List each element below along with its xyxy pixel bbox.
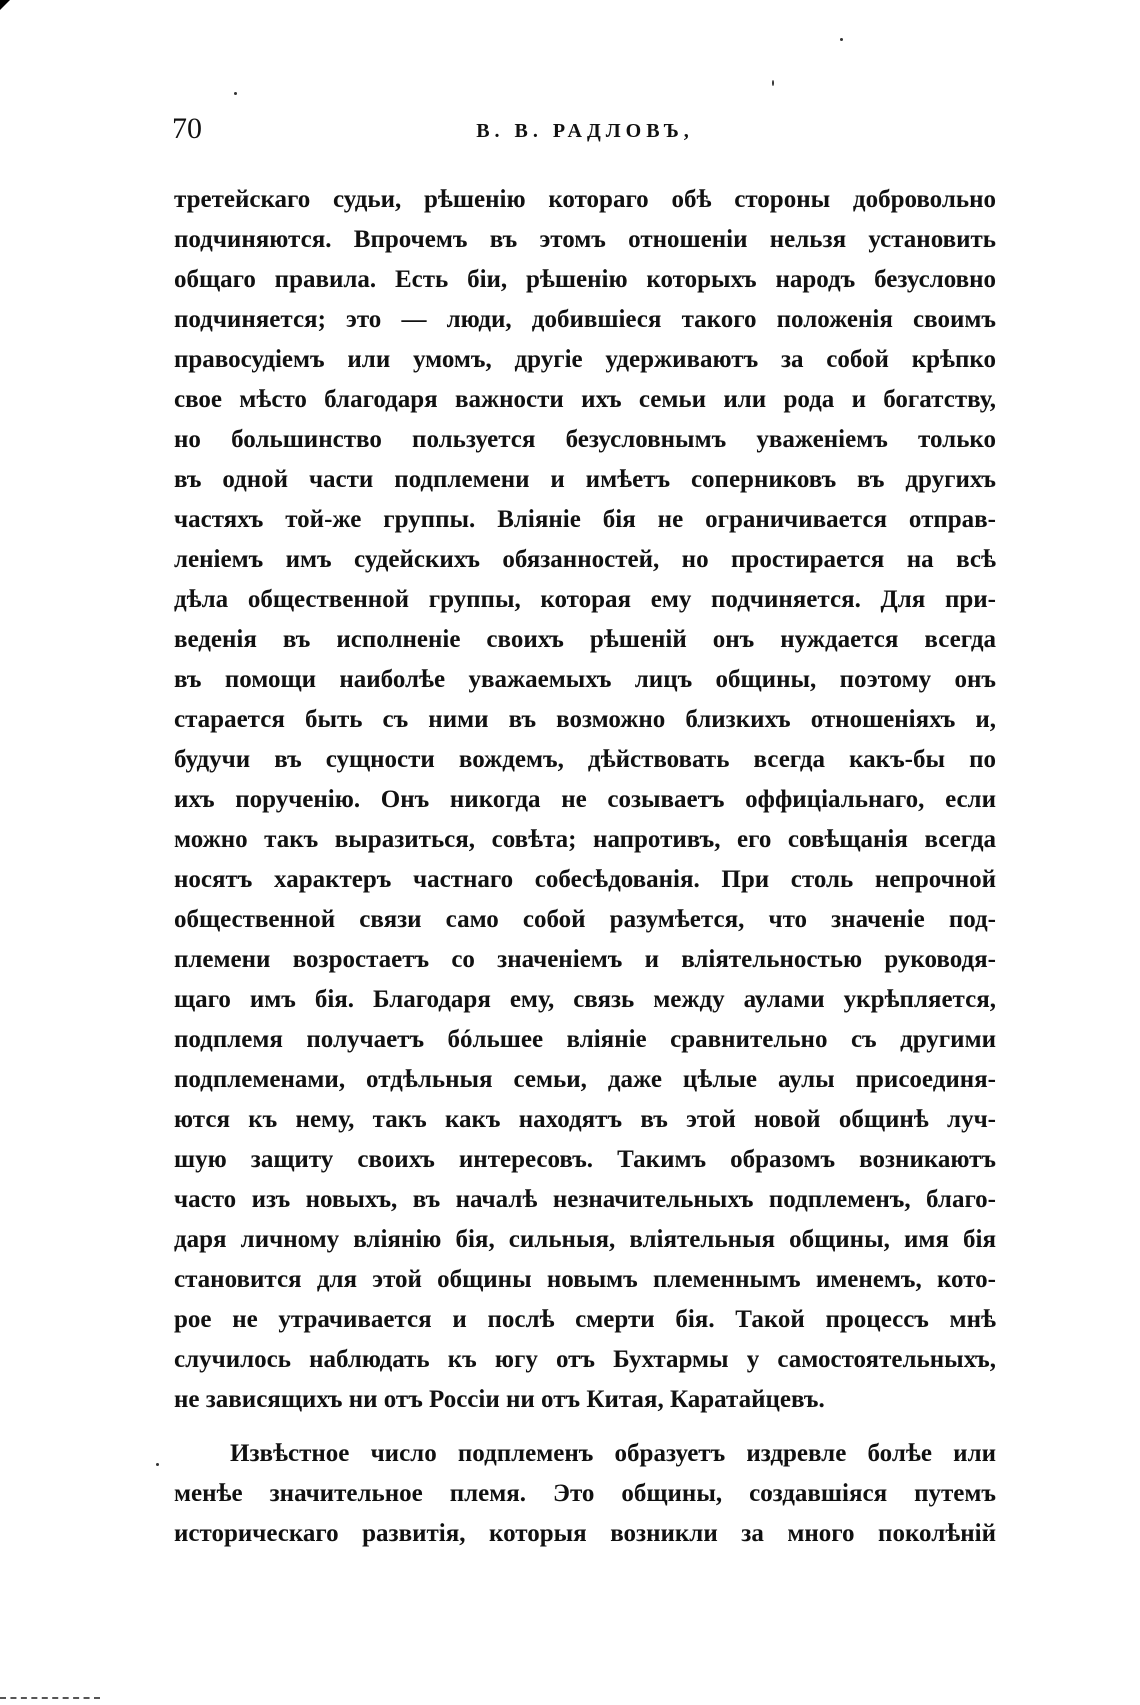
text-line: даря личному вліянію бія, сильныя, вліятельныя общины, имя бія [174, 1226, 996, 1253]
text-line: не зависящихъ ни отъ Россіи ни отъ Китая, Каратайцевъ. [174, 1386, 825, 1413]
text-line: въ помощи наиболѣе уважаемыхъ лицъ общины, поэтому онъ [174, 666, 996, 693]
paragraph-gap [174, 1420, 996, 1434]
text-line: веденія въ исполненіе своихъ рѣшеній онъ нуждается всегда [174, 626, 996, 653]
text-line: ихъ порученію. Онъ никогда не созываетъ оффиціальнаго, если [174, 786, 996, 813]
text-line: дѣла общественной группы, которая ему подчиняется. Для при- [174, 586, 996, 613]
scan-speck [772, 80, 774, 86]
text-line: леніемъ имъ судейскихъ обязанностей, но простирается на всѣ [174, 546, 996, 573]
body-text [174, 180, 996, 1554]
scan-speck [840, 38, 843, 41]
text-line: ются къ нему, такъ какъ находятъ въ этой новой общинѣ луч- [174, 1106, 996, 1133]
text-line: часто изъ новыхъ, въ началѣ незначительныхъ подплеменъ, благо- [174, 1186, 996, 1213]
text-line: случилось наблюдать къ югу отъ Бухтармы у самостоятельныхъ, [174, 1346, 996, 1373]
text-line: подчиняется; это — люди, добившіеся такого положенія своимъ [174, 306, 996, 333]
text-line: общественной связи само собой разумѣется, что значеніе под- [174, 906, 996, 933]
text-line: общаго правила. Есть біи, рѣшенію которыхъ народъ безусловно [174, 266, 996, 293]
text-line: подчиняются. Впрочемъ въ этомъ отношеніи нельзя установить [174, 226, 996, 253]
running-head: В. В. РАДЛОВЪ, [476, 120, 694, 142]
text-line: носятъ характеръ частнаго собесѣдованія. При столь непрочной [174, 866, 996, 893]
scan-speck [234, 92, 237, 95]
paragraph [174, 180, 996, 1420]
text-line: подплеменами, отдѣльныя семьи, даже цѣлые аулы присоединя- [174, 1066, 996, 1093]
text-line: становится для этой общины новымъ племеннымъ именемъ, кото- [174, 1266, 996, 1293]
text-line: историческаго развитія, которыя возникли за много поколѣній [174, 1520, 996, 1547]
scan-footer-mark [0, 1697, 100, 1699]
text-line: частяхъ той-же группы. Вліяніе бія не ограничивается отправ- [174, 506, 996, 533]
text-line: но большинство пользуется безусловнымъ уваженіемъ только [174, 426, 996, 453]
text-line: подплемя получаетъ бóльшее вліяніе сравнительно съ другими [174, 1026, 996, 1053]
text-line: шую защиту своихъ интересовъ. Такимъ образомъ возникаютъ [174, 1146, 996, 1173]
text-line: третейскаго судьи, рѣшенію котораго обѣ стороны добровольно [174, 186, 996, 213]
text-line: свое мѣсто благодаря важности ихъ семьи или рода и богатству, [174, 386, 996, 413]
text-line: правосудіемъ или умомъ, другіе удерживаютъ за собой крѣпко [174, 346, 996, 373]
scan-speck [156, 1463, 159, 1466]
scan-corner-mark [0, 0, 10, 10]
text-line: можно такъ выразиться, совѣта; напротивъ, его совѣщанія всегда [174, 826, 996, 853]
text-line: Извѣстное число подплеменъ образуетъ издревле болѣе или [230, 1440, 996, 1467]
text-line: менѣе значительное племя. Это общины, создавшіяся путемъ [174, 1480, 996, 1507]
text-line: щаго имъ бія. Благодаря ему, связь между аулами укрѣпляется, [174, 986, 996, 1013]
page-header [172, 112, 998, 160]
text-line: старается быть съ ними въ возможно близкихъ отношеніяхъ и, [174, 706, 996, 733]
page-number: 70 [172, 112, 202, 145]
text-line: рое не утрачивается и послѣ смерти бія. Такой процессъ мнѣ [174, 1306, 996, 1333]
text-line: въ одной части подплемени и имѣетъ соперниковъ въ другихъ [174, 466, 996, 493]
text-line: племени возростаетъ со значеніемъ и вліятельностью руководя- [174, 946, 996, 973]
paragraph [174, 1434, 996, 1554]
text-line: будучи въ сущности вождемъ, дѣйствовать всегда какъ-бы по [174, 746, 996, 773]
